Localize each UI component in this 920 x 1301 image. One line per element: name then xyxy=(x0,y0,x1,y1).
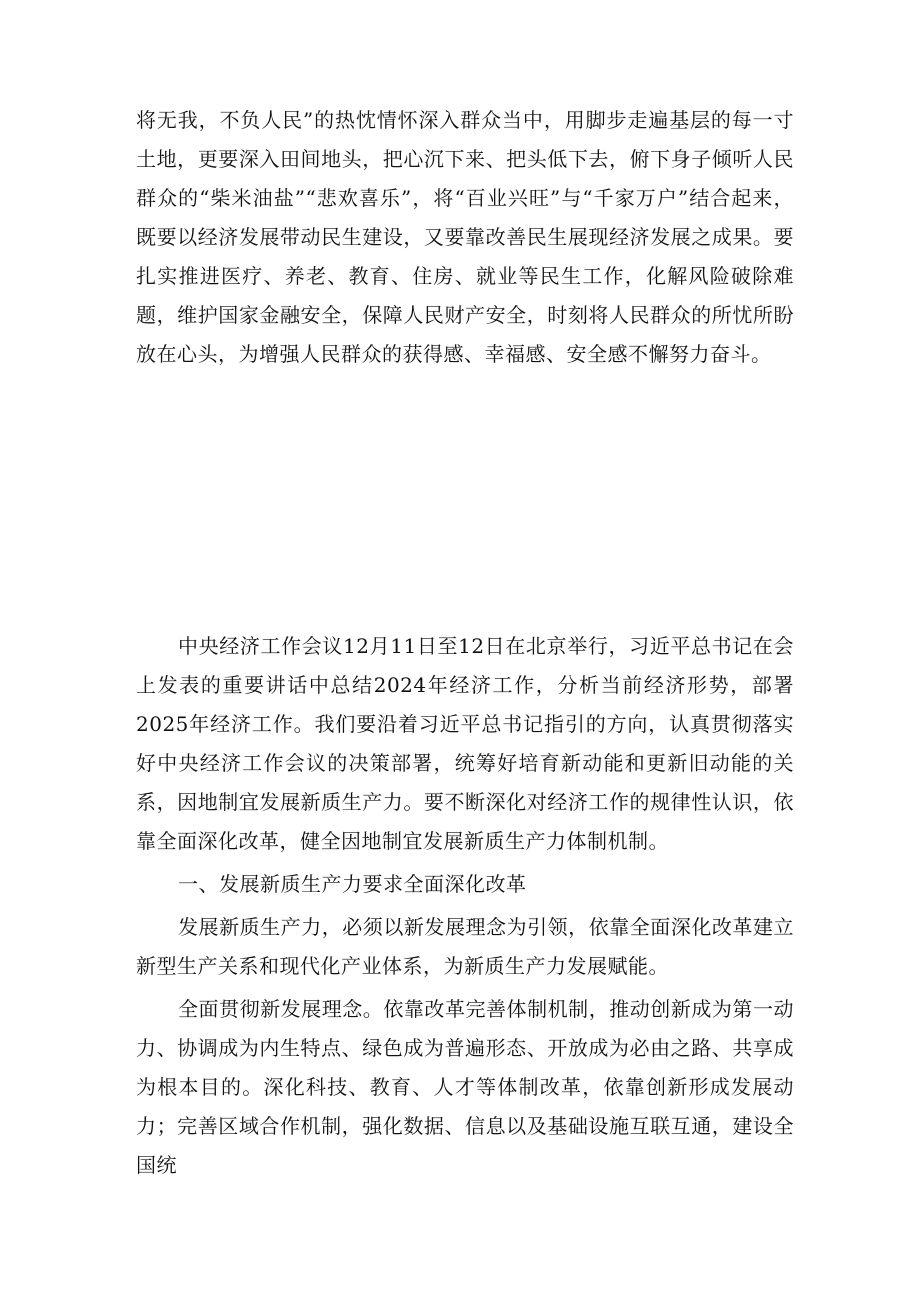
body-paragraph-1: 发展新质生产力，必须以新发展理念为引领，依靠全面深化改革建立新型生产关系和现代化产业体系，为新质生产力发展赋能。 xyxy=(136,915,794,978)
section-2-text xyxy=(136,627,794,1185)
intro-paragraph: 中央经济工作会议12月11日至12日在北京举行，习近平总书记在会上发表的重要讲话中总结2024年经济工作，分析当前经济形势，部署2025年经济工作。我们要沿着习近平总书记指引的方向，认真贯彻落实好中央经济工作会议的决策部署，统筹好培育新动能和更新旧动能的关系，因地制宜发展新质生产力。要不断深化对经济工作的规律性认识，依靠全面深化改革，健全因地制宜发展新质生产力体制机制。 xyxy=(136,634,794,853)
section-1-text xyxy=(136,101,794,374)
body-paragraph-2: 全面贯彻新发展理念。依靠改革完善体制机制，推动创新成为第一动力、协调成为内生特点、绿色成为普遍形态、开放成为必由之路、共享成为根本目的。深化科技、教育、人才等体制改革，依靠创新形成发展动力；完善区域合作机制，强化数据、信息以及基础设施互联互通，建设全国统 xyxy=(136,997,794,1177)
section-heading: 一、发展新质生产力要求全面深化改革 xyxy=(178,872,527,896)
continued-paragraph: 将无我，不负人民”的热忱情怀深入群众当中，用脚步走遍基层的每一寸土地，更要深入田间地头，把心沉下来、把头低下去，俯下身子倾听人民群众的“柴米油盐”“悲欢喜乐”，将“百业兴旺”与“千家万户”结合起来，既要以经济发展带动民生建设，又要靠改善民生展现经济发展之成果。要扎实推进医疗、养老、教育、住房、就业等民生工作，化解风险破除难题，维护国家金融安全，保障人民财产安全，时刻将人民群众的所忧所盼放在心头，为增强人民群众的获得感、幸福感、安全感不懈努力奋斗。 xyxy=(136,108,794,366)
